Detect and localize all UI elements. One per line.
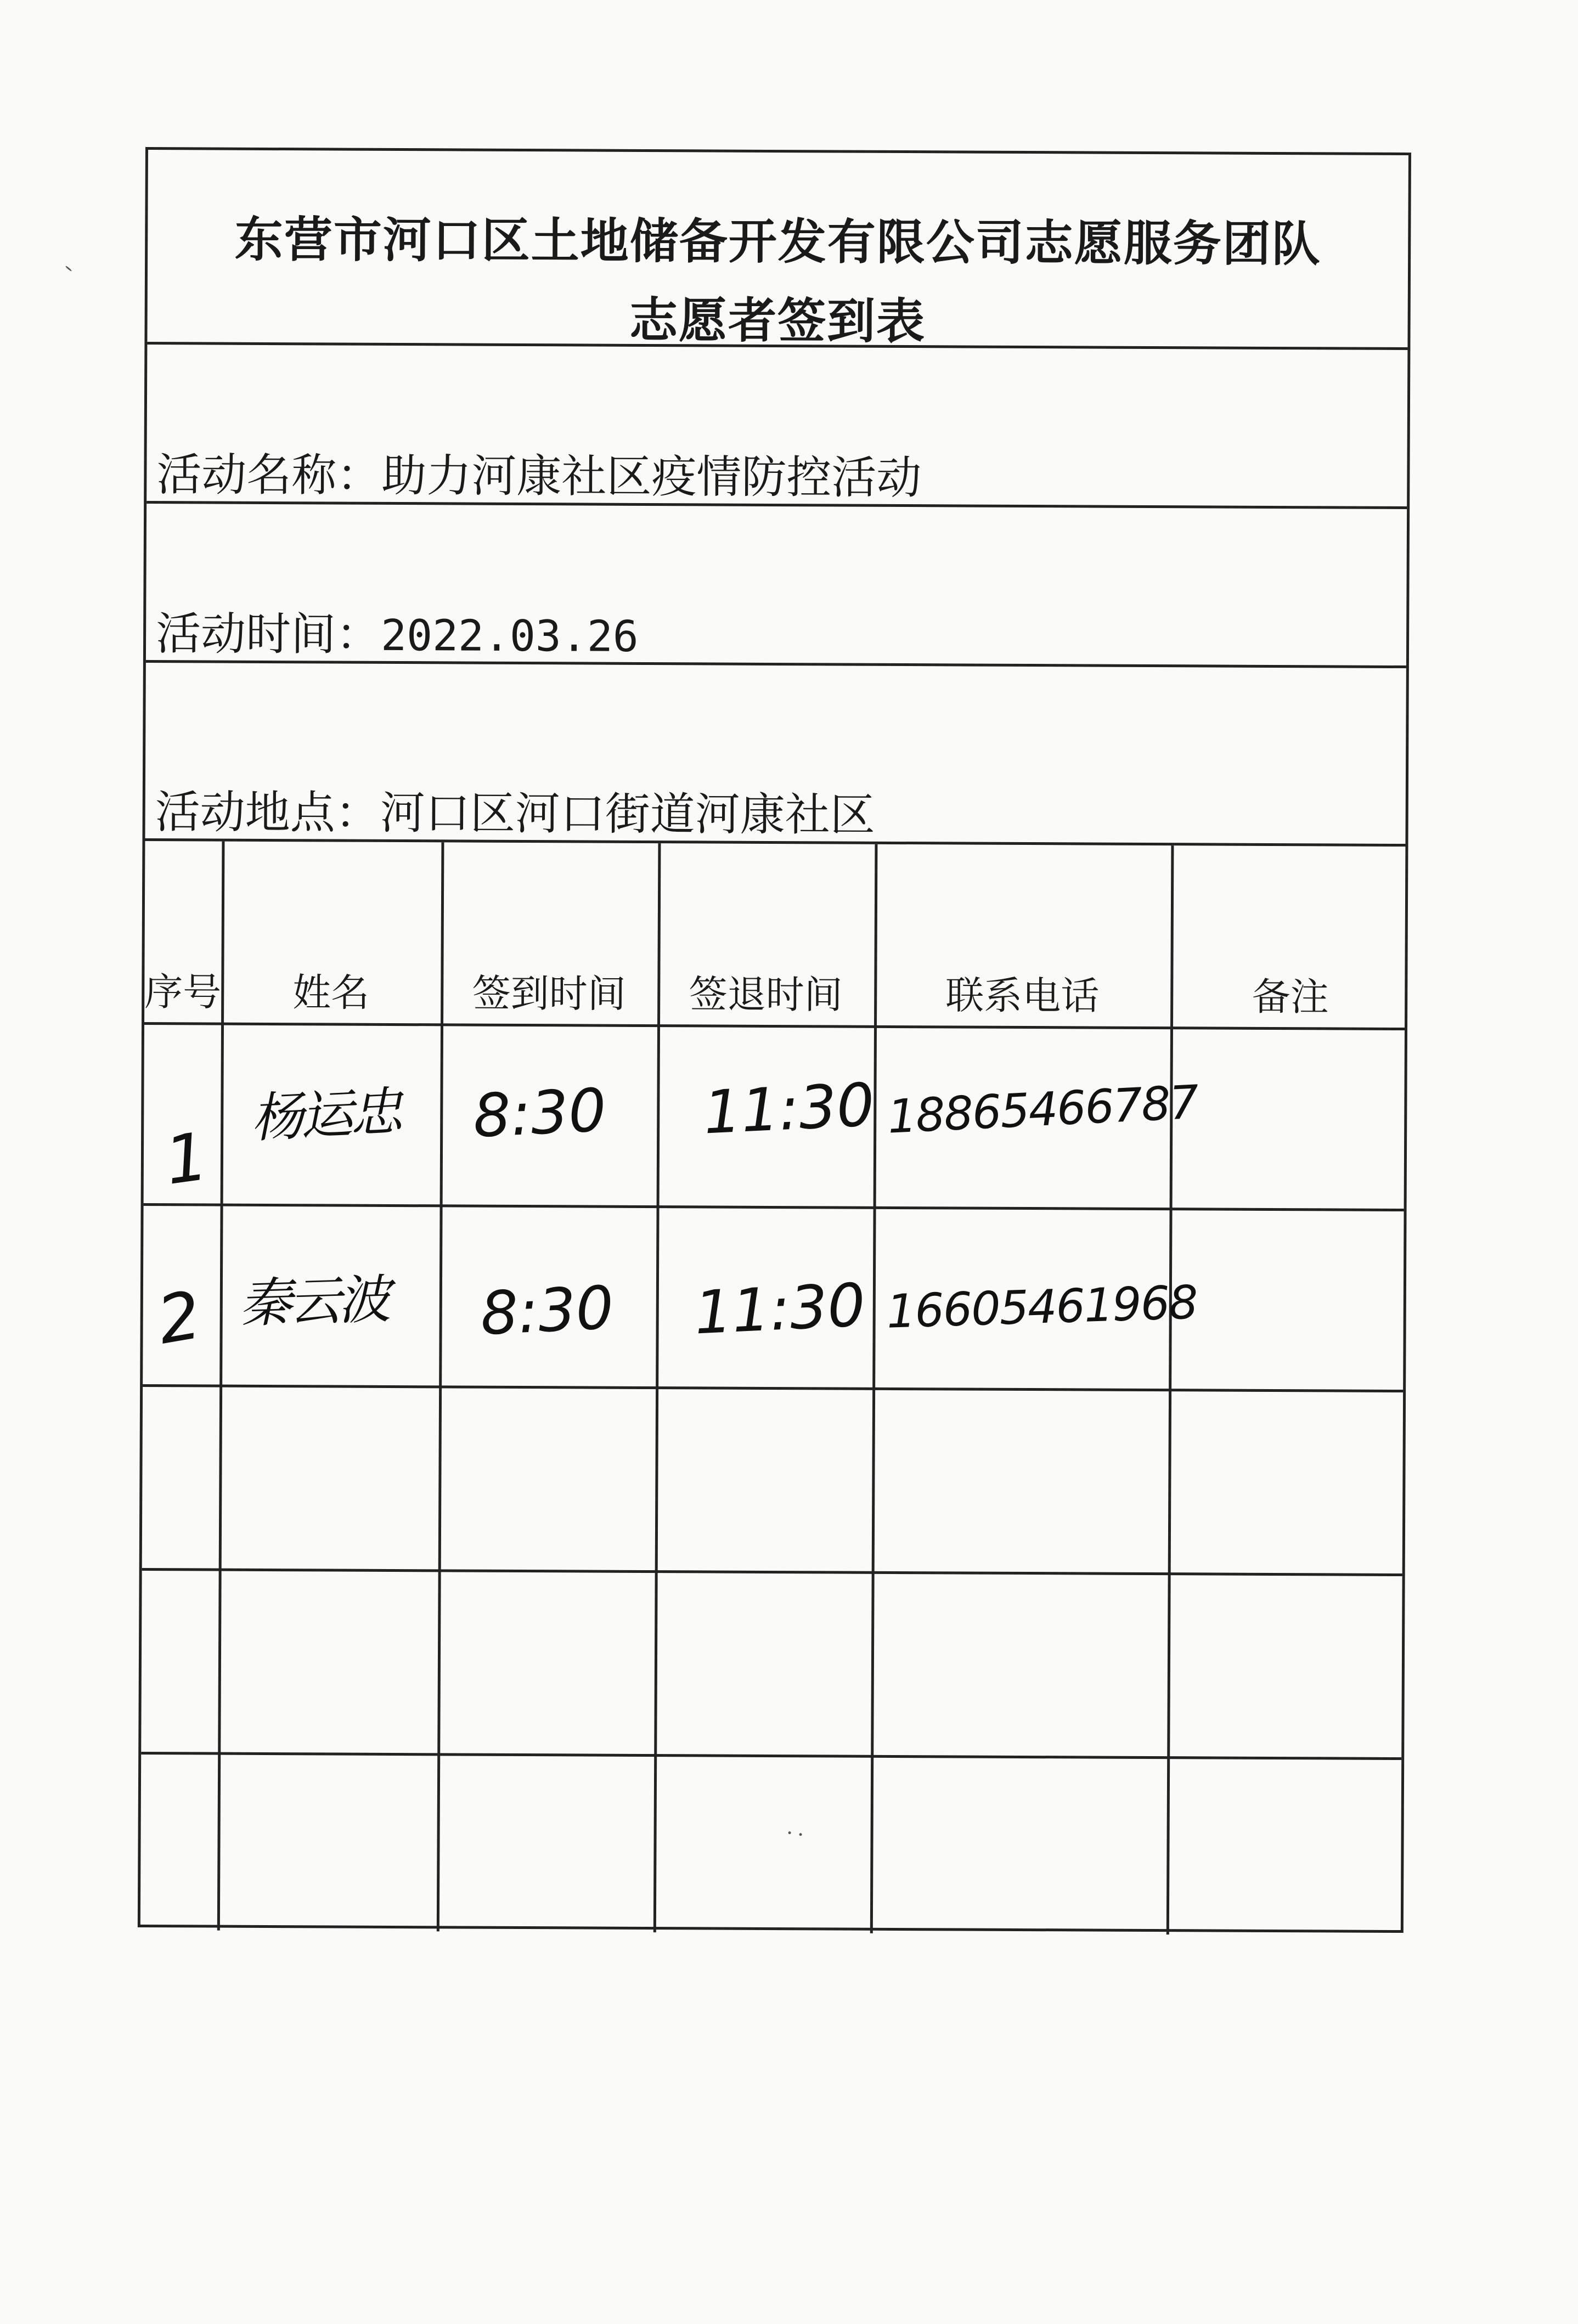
header-phone: 联系电话 bbox=[945, 973, 1100, 1019]
volunteer-table bbox=[140, 841, 1406, 1936]
activity-time-label: 活动时间： bbox=[155, 608, 381, 661]
row-divider bbox=[141, 1752, 1401, 1760]
scan-speck bbox=[799, 1833, 802, 1836]
activity-place-label: 活动地点： bbox=[155, 786, 380, 839]
row-divider bbox=[143, 1384, 1403, 1392]
activity-place-value: 河口区河口街道河康社区 bbox=[380, 787, 875, 842]
row-1-index: 1 bbox=[160, 1118, 213, 1200]
sign-in-sheet bbox=[138, 147, 1411, 1933]
row-2-phone: 16605461968 bbox=[886, 1275, 1198, 1339]
sheet-title: 东营市河口区土地储备开发有限公司志愿服务团队 bbox=[234, 210, 1321, 273]
activity-time-row bbox=[146, 504, 1407, 668]
scan-speck bbox=[65, 266, 72, 272]
row-divider bbox=[144, 1203, 1404, 1211]
activity-name-value: 助力河康社区疫情防控活动 bbox=[381, 449, 922, 505]
title-block bbox=[147, 150, 1408, 350]
row-2-sign-in-time: 8:30 bbox=[478, 1273, 616, 1349]
row-divider bbox=[144, 1022, 1405, 1030]
header-sign-out: 签退时间 bbox=[689, 972, 843, 1018]
row-1-name-signature: 杨运忠 bbox=[249, 1081, 401, 1149]
row-1-phone: 18865466787 bbox=[886, 1075, 1199, 1144]
row-2-sign-out-time: 11:30 bbox=[692, 1271, 867, 1348]
activity-name-label: 活动名称： bbox=[156, 449, 382, 502]
activity-place-row bbox=[145, 663, 1406, 847]
row-1-sign-in-time: 8:30 bbox=[471, 1076, 608, 1151]
activity-time-value: 2022.03.26 bbox=[380, 611, 639, 662]
header-name: 姓名 bbox=[292, 970, 370, 1016]
scan-speck bbox=[788, 1831, 791, 1834]
activity-name-row bbox=[146, 345, 1407, 509]
row-2-name-signature: 秦云波 bbox=[238, 1268, 388, 1335]
row-divider bbox=[142, 1568, 1402, 1576]
header-index: 序号 bbox=[144, 969, 222, 1015]
header-sign-in: 签到时间 bbox=[472, 971, 626, 1017]
row-2-index: 2 bbox=[152, 1277, 207, 1360]
sheet-subtitle: 志愿者签到表 bbox=[629, 291, 926, 350]
header-note: 备注 bbox=[1252, 974, 1329, 1020]
row-1-sign-out-time: 11:30 bbox=[702, 1070, 876, 1148]
